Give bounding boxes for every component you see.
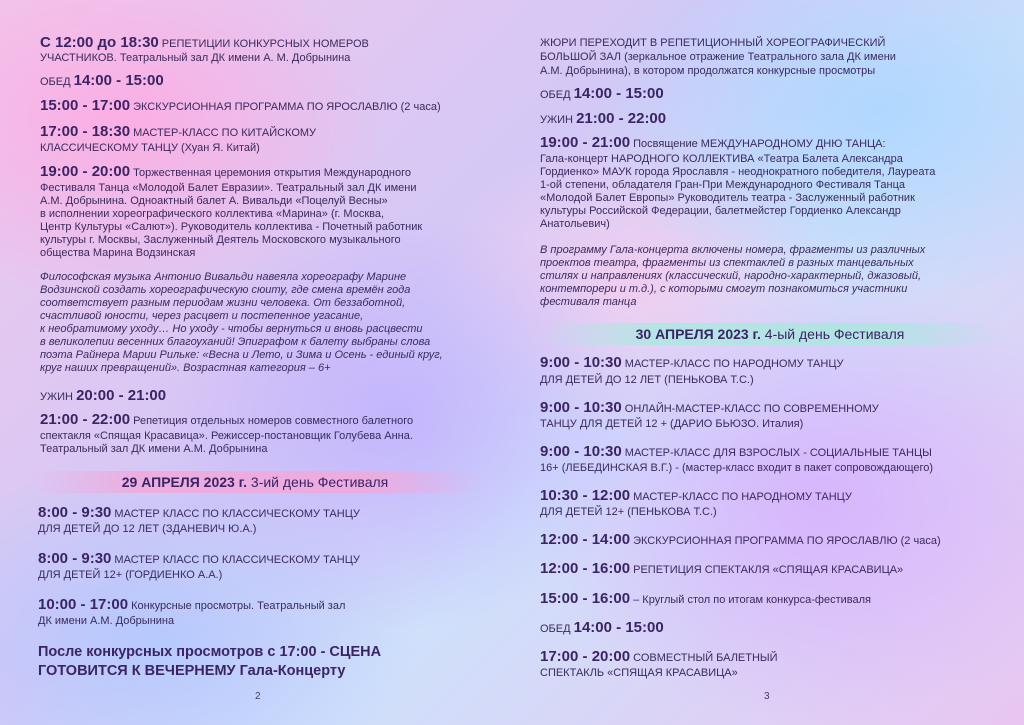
event-text: МАСТЕР-КЛАСС ПО КИТАЙСКОМУ bbox=[130, 127, 317, 139]
event-ballet-performance bbox=[540, 650, 778, 665]
event-time: 12:00 - 14:00 bbox=[540, 531, 631, 548]
event-time: С 12:00 до 18:30 bbox=[40, 34, 159, 51]
event-text-line: культуры Российской Федерации, балетмейстер Гордиенко Александр bbox=[540, 205, 901, 217]
description-line: контемпорери и т.д.), с которыми смогут познакомиться участники bbox=[540, 283, 908, 295]
event-time: 8:00 - 9:30 bbox=[38, 504, 112, 521]
event-time: 14:00 - 15:00 bbox=[573, 85, 664, 102]
event-time: 21:00 - 22:00 bbox=[576, 110, 667, 127]
description-line: в великолепии весенних благоуханий! Эпиграфом к балету выбраны слова bbox=[40, 336, 431, 348]
event-lunch bbox=[40, 74, 164, 89]
jury-note-line: ЖЮРИ ПЕРЕХОДИТ В РЕПЕТИЦИОННЫЙ ХОРЕОГРАФИЧЕСКИЙ bbox=[540, 37, 886, 49]
event-text-line: Центр Культуры «Салют»). Руководитель коллектива - Почетный работник bbox=[40, 221, 423, 233]
banner-date: 29 АПРЕЛЯ 2023 г. bbox=[121, 474, 248, 490]
description-line: проектов театра, фрагменты из спектаклей в разных танцевальных bbox=[540, 257, 914, 269]
description-line: Водзинской создать хореографическую сюиту, где смена времён года bbox=[40, 284, 411, 296]
event-time: 19:00 - 21:00 bbox=[540, 134, 631, 151]
event-competition bbox=[38, 598, 345, 613]
event-folk-teens bbox=[540, 489, 852, 504]
event-text: ЭКСКУРСИОННАЯ ПРОГРАММА ПО ЯРОСЛАВЛЮ (2 часа) bbox=[130, 101, 441, 113]
jury-note-line: А.М. Добрынина), в котором продолжатся конкурсные просмотры bbox=[540, 65, 876, 77]
event-time: 12:00 - 16:00 bbox=[540, 560, 631, 577]
event-excursion bbox=[540, 533, 941, 548]
description-line: к необратимому уходу… Но уходу - чтобы вернуться и вновь расцвести bbox=[40, 323, 423, 335]
evening-notice-line: После конкурсных просмотров с 17:00 - СЦЕНА bbox=[38, 644, 382, 660]
event-text-line2: КЛАССИЧЕСКОМУ ТАНЦУ (Хуан Я. Китай) bbox=[40, 142, 260, 154]
banner-day: 3-ий день Фестиваля bbox=[247, 474, 389, 490]
event-label: ОБЕД bbox=[540, 623, 574, 635]
event-text: Конкурсные просмотры. Театральный зал bbox=[128, 600, 346, 612]
event-text-line: общества Марина Водзинская bbox=[40, 247, 196, 259]
event-time: 9:00 - 10:30 bbox=[540, 354, 622, 371]
event-text-line2: ДЛЯ ДЕТЕЙ 12+ (ПЕНЬКОВА Т.С.) bbox=[540, 506, 717, 518]
event-label: ОБЕД bbox=[540, 89, 574, 101]
event-gala-concert bbox=[540, 136, 886, 151]
event-excursion bbox=[40, 99, 441, 114]
event-text-line2: ДК имени А.М. Добрынина bbox=[38, 615, 175, 627]
event-text: РЕПЕТИЦИИ КОНКУРСНЫХ НОМЕРОВ bbox=[158, 38, 369, 50]
description-line: Философская музыка Антонио Вивальди навеяла хореографу Марине bbox=[40, 271, 407, 283]
banner-day: 4-ый день Фестиваля bbox=[760, 326, 905, 342]
event-text: РЕПЕТИЦИЯ СПЕКТАКЛЯ «СПЯЩАЯ КРАСАВИЦА» bbox=[630, 564, 904, 576]
event-text: Посвящение МЕЖДУНАРОДНОМУ ДНЮ ТАНЦА: bbox=[630, 138, 886, 150]
event-time: 19:00 - 20:00 bbox=[40, 163, 131, 180]
event-label: УЖИН bbox=[540, 114, 577, 126]
event-label: ОБЕД bbox=[40, 76, 74, 88]
event-rehearsals-line2: УЧАСТНИКОВ. Театральный зал ДК имени А. М. Добрынина bbox=[40, 52, 351, 64]
event-round-table bbox=[540, 592, 871, 607]
event-masterclass-chinese bbox=[40, 125, 316, 140]
event-text: – Круглый стол по итогам конкурса-фестиваля bbox=[630, 594, 871, 606]
page-number-left: 2 bbox=[255, 691, 261, 702]
event-text-line2: СПЕКТАКЛЬ «СПЯЩАЯ КРАСАВИЦА» bbox=[540, 667, 738, 679]
event-text: Репетиция отдельных номеров совместного балетного bbox=[130, 415, 414, 427]
event-time: 8:00 - 9:30 bbox=[38, 550, 112, 567]
event-text-line: «Молодой Балет Европы» Руководитель театра - Заслуженный работник bbox=[540, 192, 915, 204]
event-text-line: Фестиваля Танца «Молодой Балет Евразии». Театральный зал ДК имени bbox=[40, 182, 417, 194]
description-line: круг наших превращений». Возрастная категория – 6+ bbox=[40, 362, 331, 374]
event-opening-ceremony bbox=[40, 165, 411, 180]
event-text-line: 1-ой степени, обладателя Гран-При Международного Фестиваля Танца bbox=[540, 179, 905, 191]
banner-date: 30 АПРЕЛЯ 2023 г. bbox=[635, 326, 761, 342]
event-text-line: культуры г. Москвы, Заслуженный Деятель Московского музыкального bbox=[40, 234, 401, 246]
event-text-line2: 16+ (ЛЕБЕДИНСКАЯ В.Г.) - (мастер-класс входит в пакет сопровождающего) bbox=[540, 462, 934, 474]
event-time: 14:00 - 15:00 bbox=[73, 72, 164, 89]
event-time: 15:00 - 16:00 bbox=[540, 590, 631, 607]
event-dinner bbox=[540, 112, 666, 127]
event-text-line2: ДЛЯ ДЕТЕЙ 12+ (ГОРДИЕНКО А.А.) bbox=[38, 569, 223, 581]
event-time: 17:00 - 18:30 bbox=[40, 123, 131, 140]
event-time: 17:00 - 20:00 bbox=[540, 648, 631, 665]
event-text-line2: ДЛЯ ДЕТЕЙ ДО 12 ЛЕТ (ПЕНЬКОВА Т.С.) bbox=[540, 374, 754, 386]
description-line: В программу Гала-концерта включены номера, фрагменты из различных bbox=[540, 244, 926, 256]
event-text-line: Гордиенко» МАУК города Ярославля - неоднократного победителя, Лауреата bbox=[540, 166, 936, 178]
event-folk-kids bbox=[540, 356, 843, 371]
event-online-modern bbox=[540, 401, 879, 416]
event-text: Торжественная церемония открытия Международного bbox=[130, 167, 411, 179]
event-text: МАСТЕР-КЛАСС ДЛЯ ВЗРОСЛЫХ - СОЦИАЛЬНЫЕ ТАНЦЫ bbox=[621, 447, 932, 459]
event-text-line: А.М. Добрынина. Одноактный балет А. Вивальди «Поцелуй Весны» bbox=[40, 195, 388, 207]
day-banner-april-29 bbox=[30, 471, 480, 493]
evening-notice-line: ГОТОВИТСЯ К ВЕЧЕРНЕМУ Гала-Концерту bbox=[38, 663, 346, 679]
event-social-dance bbox=[540, 445, 932, 460]
day-banner-april-30 bbox=[540, 323, 1000, 345]
event-text-line2: ТАНЦУ ДЛЯ ДЕТЕЙ 12 + (ДАРИО БЬЮЗО. Италия) bbox=[540, 418, 804, 430]
event-text: ОНЛАЙН-МАСТЕР-КЛАСС ПО СОВРЕМЕННОМУ bbox=[621, 403, 879, 415]
event-rehearsals bbox=[40, 36, 369, 51]
event-time: 14:00 - 15:00 bbox=[573, 619, 664, 636]
description-line: счастливой юности, через расцвет и постепенное угасание, bbox=[40, 310, 364, 322]
description-line: соответствует разным периодам жизни человека. От беззаботной, bbox=[40, 297, 406, 309]
event-time: 9:00 - 10:30 bbox=[540, 443, 622, 460]
page-number-right: 3 bbox=[764, 691, 770, 702]
event-class-teens bbox=[38, 552, 360, 567]
event-time: 10:30 - 12:00 bbox=[540, 487, 631, 504]
jury-note-line: БОЛЬШОЙ ЗАЛ (зеркальное отражение Театрального зала ДК имени bbox=[540, 51, 896, 63]
event-time: 10:00 - 17:00 bbox=[38, 596, 129, 613]
event-text-line2: ДЛЯ ДЕТЕЙ ДО 12 ЛЕТ (ЗДАНЕВИЧ Ю.А.) bbox=[38, 523, 257, 535]
description-line: стилях и направлениях (классический, народно-характерный, джазовый, bbox=[540, 270, 922, 282]
event-time: 9:00 - 10:30 bbox=[540, 399, 622, 416]
event-class-kids bbox=[38, 506, 360, 521]
event-rehearsal bbox=[540, 562, 903, 577]
event-text-line: Театральный зал ДК имени А.М. Добрынина bbox=[40, 443, 268, 455]
event-label: УЖИН bbox=[40, 391, 77, 403]
event-text: МАСТЕР-КЛАСС ПО НАРОДНОМУ ТАНЦУ bbox=[630, 491, 852, 503]
event-rehearsal-ballet bbox=[40, 413, 413, 428]
description-line: фестиваля танца bbox=[540, 296, 637, 308]
event-text: СОВМЕСТНЫЙ БАЛЕТНЫЙ bbox=[630, 652, 778, 664]
event-text: ЭКСКУРСИОННАЯ ПРОГРАММА ПО ЯРОСЛАВЛЮ (2 часа) bbox=[630, 535, 941, 547]
event-text: МАСТЕР КЛАСС ПО КЛАССИЧЕСКОМУ ТАНЦУ bbox=[111, 554, 360, 566]
event-text: МАСТЕР КЛАСС ПО КЛАССИЧЕСКОМУ ТАНЦУ bbox=[111, 508, 360, 520]
event-text-line: спектакля «Спящая Красавица». Режиссер-постановщик Голубева Анна. bbox=[40, 430, 413, 442]
event-time: 21:00 - 22:00 bbox=[40, 411, 131, 428]
event-text: МАСТЕР-КЛАСС ПО НАРОДНОМУ ТАНЦУ bbox=[621, 358, 844, 370]
event-dinner bbox=[40, 389, 166, 404]
event-time: 15:00 - 17:00 bbox=[40, 97, 131, 114]
event-text-line: Гала-концерт НАРОДНОГО КОЛЛЕКТИВА «Театра Балета Александра bbox=[540, 153, 903, 165]
event-lunch bbox=[540, 87, 664, 102]
event-text-line: Анатольевич) bbox=[540, 218, 610, 230]
event-text-line: в исполнении хореографического коллектива «Марина» (г. Москва, bbox=[40, 208, 385, 220]
event-lunch-day4 bbox=[540, 621, 664, 636]
event-time: 20:00 - 21:00 bbox=[76, 387, 167, 404]
description-line: поэта Райнера Марии Рильке: «Весна и Лето, и Зима и Осень - единый круг, bbox=[40, 349, 443, 361]
